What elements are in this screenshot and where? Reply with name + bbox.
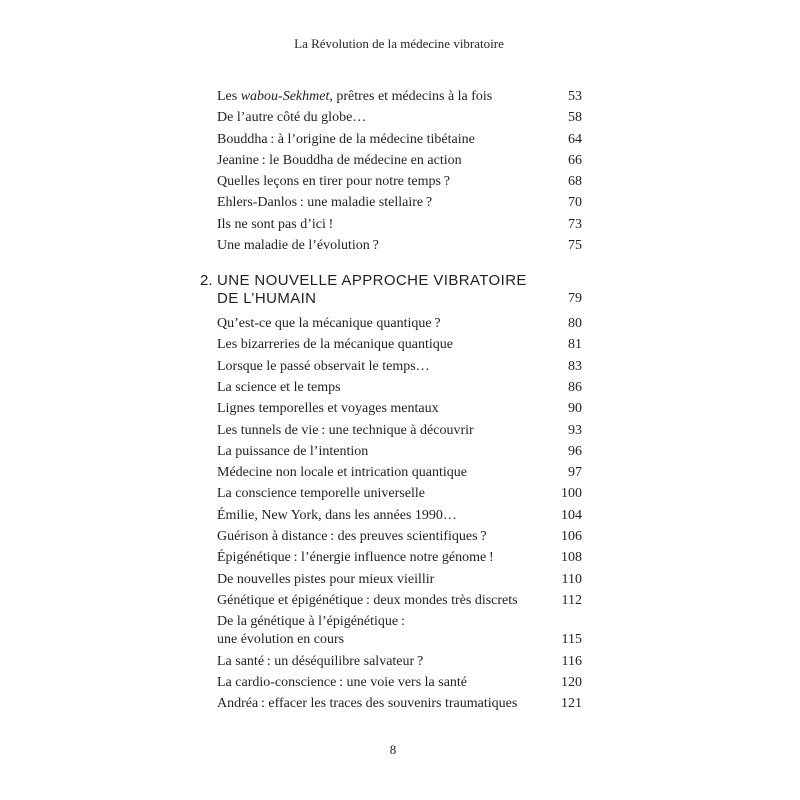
toc-entry-title: Émilie, New York, dans les années 1990… [217,507,457,523]
toc-entry [217,422,582,443]
toc-entry [217,216,582,237]
chapter-heading [200,258,582,315]
toc-entry-page-number: 106 [561,529,582,545]
toc-section [200,258,582,716]
toc-entry-title-part: Les [217,89,241,104]
toc-entry-title: Les tunnels de vie : une technique à découvrir [217,422,474,438]
toc-entry-title: De la génétique à l’épigénétique : une évolution en cours [217,614,405,648]
toc-entry-title: Lorsque le passé observait le temps… [217,358,430,374]
toc-entry-title: Jeanine : le Bouddha de médecine en action [217,152,462,168]
toc-entry [217,549,582,570]
toc-entry-title: De nouvelles pistes pour mieux vieillir [217,571,435,587]
toc-entry-title: Ils ne sont pas d’ici ! [217,216,334,232]
toc-entry-title-italic: wabou-Sekhmet [240,89,330,104]
toc-entry-page-number: 120 [561,674,582,690]
toc-entry-page-number: 108 [561,550,582,566]
folio-page-number: 8 [389,742,397,757]
toc-entry-title: Génétique et épigénétique : deux mondes très discrets [217,592,518,608]
toc-entry-page-number: 100 [561,486,582,502]
toc-entry-title: Les bizarreries de la mécanique quantique [217,337,453,353]
table-of-contents [200,88,582,716]
toc-entry [217,443,582,464]
chapter-page-number: 79 [568,291,582,307]
toc-entry [217,315,582,336]
toc-section [217,88,582,258]
toc-entry [217,485,582,506]
toc-entry [217,674,582,695]
toc-entry-page-number: 68 [568,174,582,190]
toc-entry-page-number: 64 [568,131,582,147]
toc-entry-page-number: 93 [568,422,582,438]
toc-entry-page-number: 97 [568,465,582,481]
toc-entry [217,88,582,109]
toc-entry-title: Épigénétique : l’énergie influence notre génome ! [217,550,494,566]
toc-entry-page-number: 121 [561,696,582,712]
toc-entry-title: Guérison à distance : des preuves scientifiques ? [217,529,487,545]
toc-entry-page-number: 66 [568,152,582,168]
toc-entry [217,528,582,549]
toc-entry-page-number: 112 [561,592,582,608]
chapter-number: 2. [200,272,213,290]
toc-entry [217,237,582,258]
toc-entry-page-number: 104 [561,507,582,523]
chapter-title: UNE NOUVELLE APPROCHE VIBRATOIRE DE L’HUMAIN [217,272,527,308]
toc-entry [217,464,582,485]
toc-entry-title: La cardio-conscience : une voie vers la santé [217,674,468,690]
toc-entry-page-number: 70 [568,195,582,211]
toc-entry-title: Bouddha : à l’origine de la médecine tibétaine [217,131,475,147]
toc-entry-title: Ehlers-Danlos : une maladie stellaire ? [217,195,433,211]
toc-entry-title: Qu’est-ce que la mécanique quantique ? [217,316,441,332]
toc-entry [217,695,582,716]
running-header: La Révolution de la médecine vibratoire [294,36,504,51]
toc-entry [217,152,582,173]
toc-entry-title: Une maladie de l’évolution ? [217,238,379,254]
toc-entry-title [217,88,560,106]
toc-entry-page-number: 110 [561,571,582,587]
toc-entry-page-number: 81 [568,337,582,353]
toc-entry-page-number: 83 [568,358,582,374]
toc-entry [217,109,582,130]
toc-entry-title: Quelles leçons en tirer pour notre temps ? [217,174,450,190]
toc-entry [217,571,582,592]
toc-entry-title: Andréa : effacer les traces des souvenirs traumatiques [217,696,518,712]
toc-entry-page-number: 58 [568,110,582,126]
toc-entry [217,613,582,652]
toc-entry [217,592,582,613]
toc-entry-page-number: 115 [561,632,582,648]
toc-entry [217,358,582,379]
toc-entry [217,194,582,215]
toc-entry-page-number: 90 [568,401,582,417]
toc-entry-title: Médecine non locale et intrication quantique [217,465,467,481]
toc-entry-page-number: 86 [568,379,582,395]
toc-entry-title: La puissance de l’intention [217,443,369,459]
toc-entry-page-number: 75 [568,238,582,254]
toc-entry-title: De l’autre côté du globe… [217,110,367,126]
toc-entry-page-number: 73 [568,216,582,232]
toc-entry [217,400,582,421]
toc-entry [217,336,582,357]
toc-entry-page-number: 53 [568,89,582,104]
toc-entry [217,379,582,400]
toc-entry-title-part: , prêtres et médecins à la fois [329,89,493,104]
toc-entry-title: La santé : un déséquilibre salvateur ? [217,653,424,669]
toc-entry-title: Lignes temporelles et voyages mentaux [217,401,439,417]
toc-entry [217,131,582,152]
toc-entry-page-number: 116 [561,653,582,669]
toc-entry [217,173,582,194]
toc-entry-page-number: 80 [568,316,582,332]
toc-entry [217,507,582,528]
toc-entry-title: La conscience temporelle universelle [217,486,425,502]
toc-entry [217,653,582,674]
toc-entry-title: La science et le temps [217,379,341,395]
toc-entry-page-number: 96 [568,443,582,459]
